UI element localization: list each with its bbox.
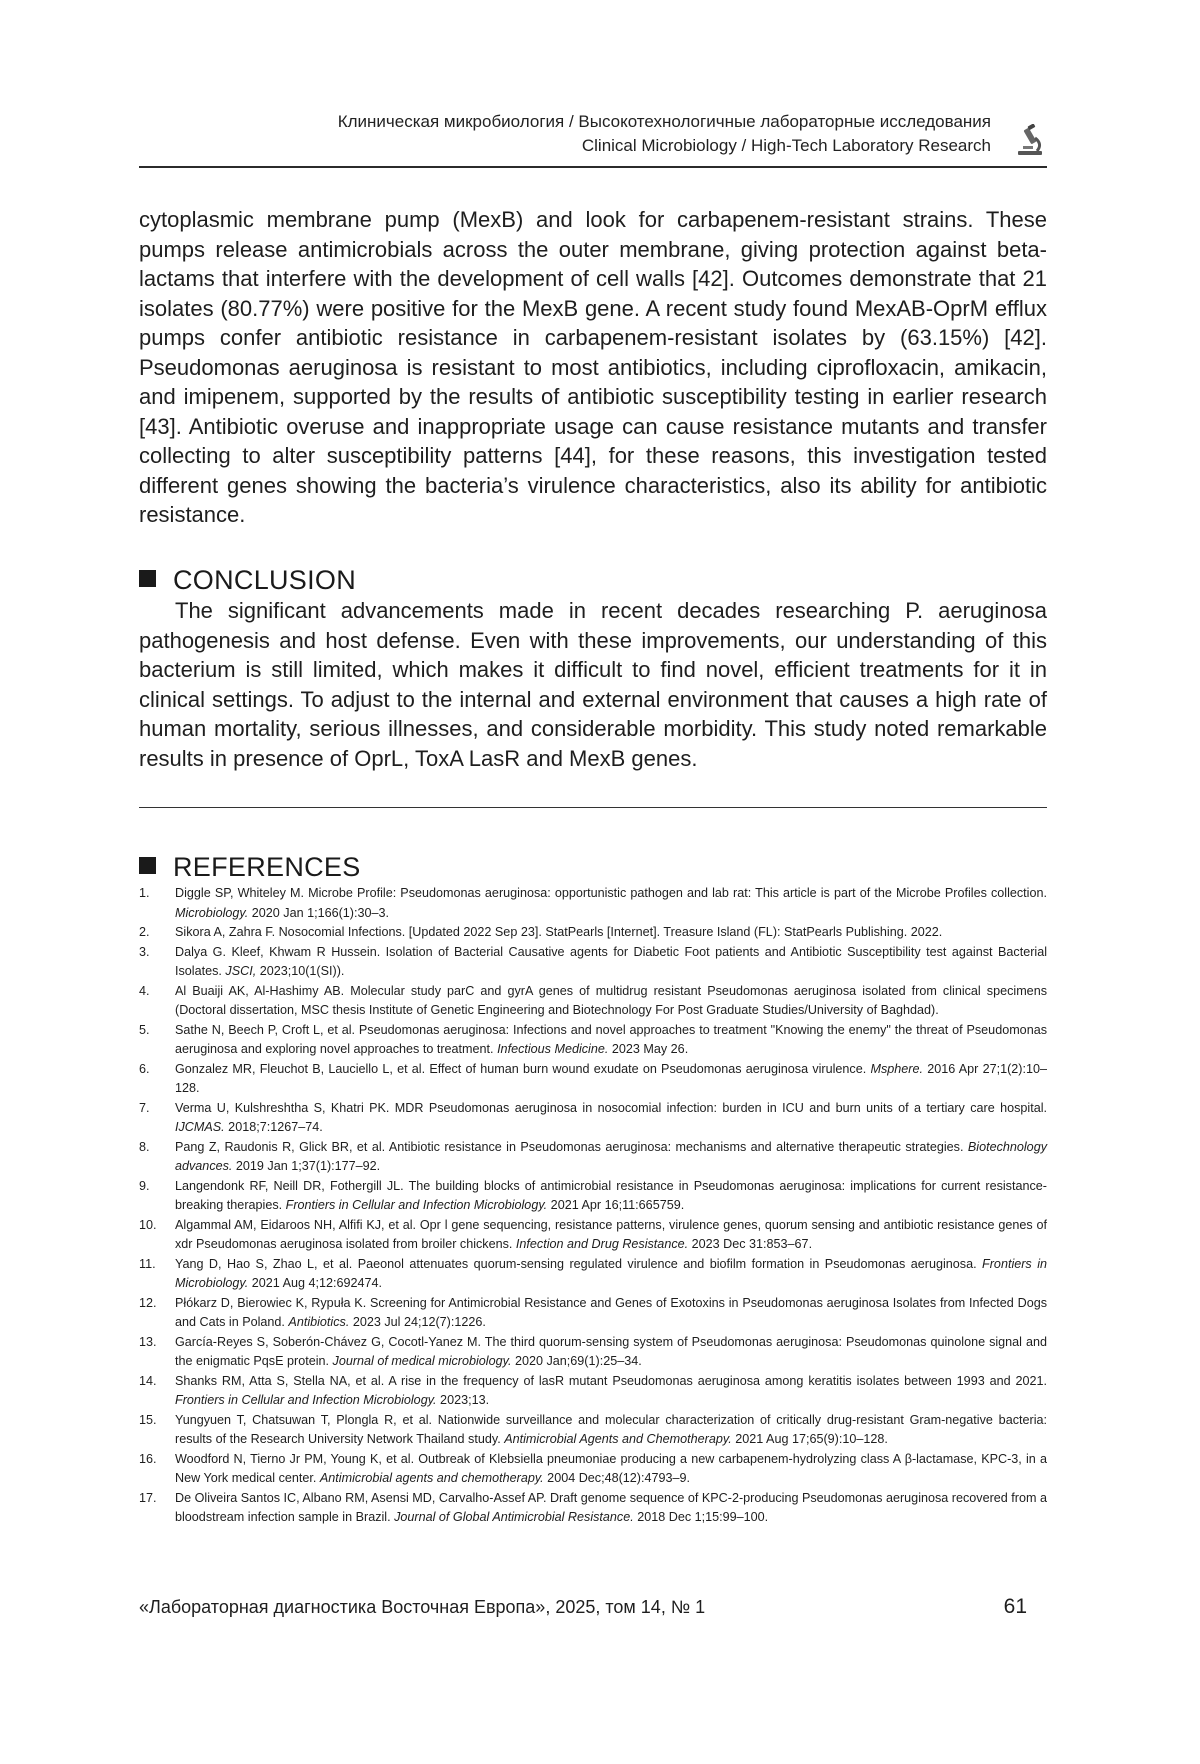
- reference-list: [139, 884, 1047, 1528]
- square-bullet-icon: [139, 857, 156, 874]
- reference-item: 6. Gonzalez MR, Fleuchot B, Lauciello L, et al. Effect of human burn wound exudate on Pseudomonas aeruginosa virulence. Msphere. 2016 Apr 27;1(2):10–128.: [139, 1061, 1047, 1095]
- reference-item: 15. Yungyuen T, Chatsuwan T, Plongla R, et al. Nationwide surveillance and molecular characterization of critically drug-resistant Gram-negative bacteria: results of the Research University Network Thailand study. Antimicrobial Agents and Chemotherapy. 2021 Aug 17;65(9):10–128.: [139, 1412, 1047, 1446]
- reference-item: 9. Langendonk RF, Neill DR, Fothergill JL. The building blocks of antimicrobial resistance in Pseudomonas aeruginosa: implications for current resistance-breaking therapies. Frontiers in Cellular and Infection Microbiology. 2021 Apr 16;11:665759.: [139, 1178, 1047, 1212]
- footer-journal-citation: «Лабораторная диагностика Восточная Европа», 2025, том 14, № 1: [139, 1597, 706, 1617]
- square-bullet-icon: [139, 570, 156, 587]
- reference-item: 16. Woodford N, Tierno Jr PM, Young K, et al. Outbreak of Klebsiella pneumoniae producing a new carbapenem-hydrolyzing class A β-lactamase, KPC-3, in a New York medical center. Antimicrobial agents and chemotherapy. 2004 Dec;48(12):4793–9.: [139, 1451, 1047, 1485]
- header-text: [338, 110, 991, 158]
- body-paragraph: cytoplasmic membrane pump (MexB) and look for carbapenem-resistant strains. These pumps release antimicrobials across the outer membrane, giving protection against beta-lactams that interfere with the development of cell walls [42]. Outcomes demonstrate that 21 isolates (80.77%) were positive for the MexB gene. A recent study found MexAB-OprM efflux pumps confer antibiotic resistance in carbapenem-resistant isolates by (63.15%) [42]. Pseudomonas aeruginosa is resistant to most antibiotics, including ciprofloxacin, amikacin, and imipenem, supported by the results of antibiotic susceptibility testing in earlier research [43]. Antibiotic overuse and inappropriate usage can cause resistance mutants and transfer collecting to alter susceptibility patterns [44], for these reasons, this investigation tested different genes showing the bacteria’s virulence characteristics, also its ability for antibiotic resistance.: [139, 207, 1047, 527]
- reference-item: 10. Algammal AM, Eidaroos NH, Alfifi KJ, et al. Opr l gene sequencing, resistance patterns, virulence genes, quorum sensing and antibiotic resistance genes of xdr Pseudomonas aeruginosa isolated from broiler chickens. Infection and Drug Resistance. 2023 Dec 31:853–67.: [139, 1217, 1047, 1251]
- header-line-en: Clinical Microbiology / High-Tech Laboratory Research: [581, 136, 991, 155]
- reference-item: 17. De Oliveira Santos IC, Albano RM, Asensi MD, Carvalho-Assef AP. Draft genome sequence of KPC-2-producing Pseudomonas aeruginosa recovered from a bloodstream infection sample in Brazil. Journal of Global Antimicrobial Resistance. 2018 Dec 1;15:99–100.: [139, 1490, 1047, 1524]
- reference-item: 5. Sathe N, Beech P, Croft L, et al. Pseudomonas aeruginosa: Infections and novel approaches to treatment "Knowing the enemy" the threat of Pseudomonas aeruginosa and exploring novel approaches to treatment. Infectious Medicine. 2023 May 26.: [139, 1022, 1047, 1056]
- page-number: 61: [1003, 1595, 1027, 1618]
- reference-item: 8. Pang Z, Raudonis R, Glick BR, et al. Antibiotic resistance in Pseudomonas aeruginosa: mechanisms and alternative therapeutic strategies. Biotechnology advances. 2019 Jan 1;37(1):177–92.: [139, 1139, 1047, 1173]
- references-heading: [139, 852, 1047, 882]
- references-heading-text: REFERENCES: [173, 852, 361, 882]
- header-rule: [139, 166, 1047, 168]
- reference-item: 14. Shanks RM, Atta S, Stella NA, et al. A rise in the frequency of lasR mutant Pseudomonas aeruginosa among keratitis isolates between 1993 and 2021. Frontiers in Cellular and Infection Microbiology. 2023;13.: [139, 1373, 1047, 1407]
- header-line-ru: Клиническая микробиология / Высокотехнологичные лабораторные исследования: [337, 112, 991, 131]
- reference-item: 3. Dalya G. Kleef, Khwam R Hussein. Isolation of Bacterial Causative agents for Diabetic Foot patients and Antibiotic Susceptibility test against Bacterial Isolates. JSCI, 2023;10(1(SI)).: [139, 944, 1047, 978]
- reference-item: 1. Diggle SP, Whiteley M. Microbe Profile: Pseudomonas aeruginosa: opportunistic pathogen and lab rat: This article is part of the Microbe Profiles collection. Microbiology. 2020 Jan 1;166(1):30–3.: [139, 886, 1047, 920]
- microscope-icon: [1015, 124, 1045, 156]
- reference-item: 13. García-Reyes S, Soberón-Chávez G, Cocotl-Yanez M. The third quorum-sensing system of Pseudomonas aeruginosa: Pseudomonas quinolone signal and the enigmatic PqsE protein. Journal of medical microbiology. 2020 Jan;69(1):25–34.: [139, 1334, 1047, 1368]
- reference-item: 7. Verma U, Kulshreshtha S, Khatri PK. MDR Pseudomonas aeruginosa in nosocomial infection: burden in ICU and burn units of a tertiary care hospital. IJCMAS. 2018;7:1267–74.: [139, 1100, 1047, 1134]
- conclusion-paragraph: The significant advancements made in recent decades researching P. aeruginosa pathogenesis and host defense. Even with these improvements, our understanding of this bacterium is still limited, which makes it difficult to find novel, efficient treatments for it in clinical settings. To adjust to the internal and external environment that causes a high rate of human mortality, serious illnesses, and considerable morbidity. This study noted remarkable results in presence of OprL, ToxA LasR and MexB genes.: [139, 598, 1047, 771]
- reference-item: 2. Sikora A, Zahra F. Nosocomial Infections. [Updated 2022 Sep 23]. StatPearls [Internet]. Treasure Island (FL): StatPearls Publishing. 2022.: [139, 925, 943, 939]
- conclusion-heading: [139, 565, 1047, 595]
- reference-item: 11. Yang D, Hao S, Zhao L, et al. Paeonol attenuates quorum-sensing regulated virulence and biofilm formation in Pseudomonas aeruginosa. Frontiers in Microbiology. 2021 Aug 4;12:692474.: [139, 1256, 1047, 1290]
- reference-item: 12. Płókarz D, Bierowiec K, Rypuła K. Screening for Antimicrobial Resistance and Genes of Exotoxins in Pseudomonas aeruginosa Isolates from Infected Dogs and Cats in Poland. Antibiotics. 2023 Jul 24;12(7):1226.: [139, 1295, 1047, 1329]
- running-header: [139, 106, 1047, 168]
- section-divider: [139, 807, 1047, 808]
- reference-item: 4. Al Buaiji AK, Al-Hashimy AB. Molecular study parC and gyrA genes of multidrug resistant Pseudomonas aeruginosa isolated from clinical specimens (Doctoral dissertation, MSC thesis Institute of Genetic Engineering and Biotechnology For Post Graduate Studies/University of Baghdad).: [139, 983, 1047, 1017]
- conclusion-heading-text: CONCLUSION: [173, 565, 357, 595]
